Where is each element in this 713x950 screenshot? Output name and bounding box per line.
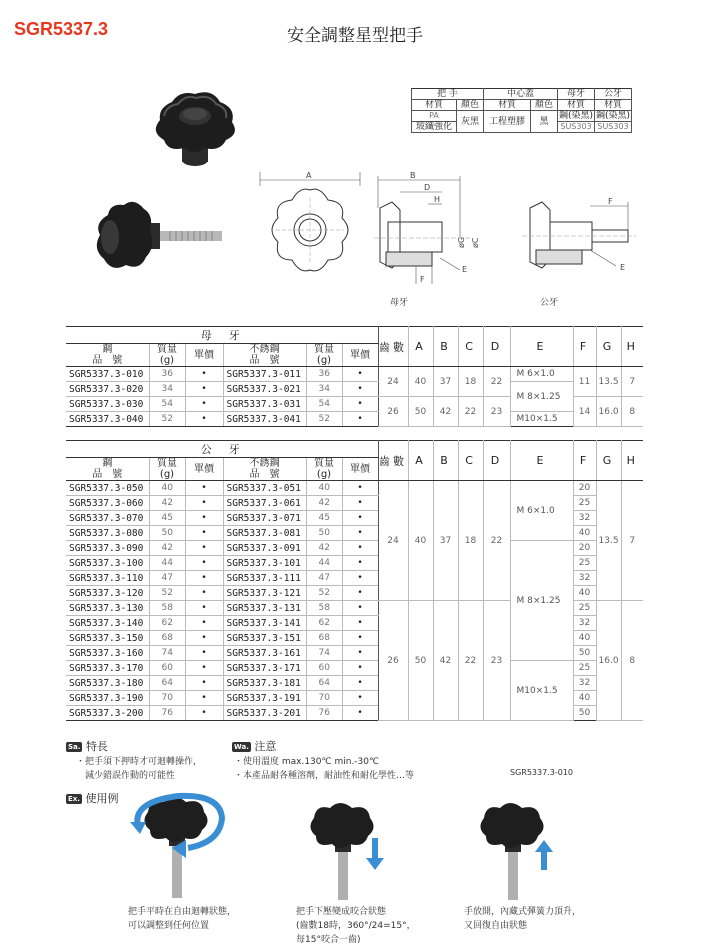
- features-text: ・把手須下押時才可迴轉操作， 減少錯誤作動的可能性: [76, 757, 203, 781]
- table-cell: 32: [573, 676, 596, 691]
- female-thread-table: [66, 326, 643, 427]
- table-row: [66, 481, 643, 496]
- text-label: 使用例: [85, 792, 119, 805]
- table-cell: •: [185, 511, 223, 526]
- hdr-d: D: [483, 441, 510, 481]
- table-cell: SGR5337.3-081: [223, 526, 306, 541]
- table-cell: SGR5337.3-171: [223, 661, 306, 676]
- table-cell: 11: [573, 367, 596, 397]
- hdr-g: G: [596, 441, 621, 481]
- hdr-teeth: 齒數: [378, 441, 408, 481]
- notes-text: ・使用溫度 max.130℃ min.-30℃ ・本產品耐各種溶劑，耐油性和耐化學性…等: [234, 757, 415, 781]
- example-heading: [66, 790, 118, 806]
- table-cell: SGR5337.3-011: [223, 367, 306, 382]
- notes-heading: [232, 738, 276, 754]
- table-cell: SGR5337.3-121: [223, 586, 306, 601]
- table-cell: 18: [458, 481, 483, 601]
- hdr-weight-2: [306, 458, 342, 481]
- table-cell: 13.5: [596, 481, 621, 601]
- table-cell: 74: [306, 646, 342, 661]
- table-cell: 34: [306, 382, 342, 397]
- table-cell: 52: [306, 412, 342, 427]
- material-table: [411, 88, 632, 133]
- table-cell: 7: [621, 481, 643, 601]
- hdr-c: C: [458, 441, 483, 481]
- table-cell: 40: [573, 691, 596, 706]
- table-cell: 50: [408, 601, 433, 721]
- table-cell: SGR5337.3-101: [223, 556, 306, 571]
- hdr-f: F: [573, 441, 596, 481]
- table-cell: •: [342, 382, 378, 397]
- table-cell: •: [342, 397, 378, 412]
- table-cell: •: [185, 412, 223, 427]
- hdr-a: A: [408, 327, 433, 367]
- table-cell: 60: [149, 661, 185, 676]
- mat-sub: 材質: [412, 100, 457, 111]
- table-cell: 13.5: [596, 367, 621, 397]
- table-cell: SGR5337.3-110: [66, 571, 149, 586]
- table-cell: 32: [573, 616, 596, 631]
- table-cell: SGR5337.3-190: [66, 691, 149, 706]
- table-cell: 18: [458, 367, 483, 397]
- dim-e-label: E: [462, 265, 468, 274]
- mat-female-2: SUS303: [558, 122, 595, 133]
- table-cell: 8: [621, 601, 643, 721]
- table-cell: SGR5337.3-191: [223, 691, 306, 706]
- table-cell: •: [185, 631, 223, 646]
- text-label: 鋼: [102, 458, 113, 469]
- example-badge: Ex.: [68, 795, 80, 803]
- dim-f-label: F: [420, 275, 425, 284]
- table-cell: 40: [573, 526, 596, 541]
- table-cell: 8: [621, 397, 643, 427]
- table-cell: 50: [408, 397, 433, 427]
- table-cell: •: [342, 601, 378, 616]
- table-cell: 45: [149, 511, 185, 526]
- table-cell: 64: [149, 676, 185, 691]
- table-cell: M10×1.5: [510, 661, 573, 721]
- hdr-price: 單價: [185, 344, 223, 367]
- caption-press: 把手下壓變成咬合狀態 (齒數18時，360°/24=15°， 每15°咬合一齒): [296, 907, 416, 945]
- table-cell: •: [342, 646, 378, 661]
- hdr-e: E: [510, 441, 573, 481]
- table-cell: 42: [149, 496, 185, 511]
- example-release-image: [478, 798, 568, 900]
- hdr-h: H: [621, 441, 643, 481]
- hdr-steel: [66, 458, 149, 481]
- table-cell: 40: [408, 481, 433, 601]
- table-row: [66, 412, 643, 427]
- features-heading: [66, 738, 108, 754]
- dim-e-male-label: E: [620, 263, 626, 272]
- table-cell: SGR5337.3-031: [223, 397, 306, 412]
- table-cell: SGR5337.3-070: [66, 511, 149, 526]
- table-row: [66, 367, 643, 382]
- table-cell: 25: [573, 496, 596, 511]
- text-label: 質量: [314, 458, 334, 469]
- table-cell: SGR5337.3-141: [223, 616, 306, 631]
- table-cell: SGR5337.3-170: [66, 661, 149, 676]
- table-cell: 62: [306, 616, 342, 631]
- product-photo-male: [90, 195, 230, 290]
- text-label: 質量: [314, 344, 334, 355]
- mat-sub: 材質: [595, 100, 632, 111]
- table-cell: M 8×1.25: [510, 382, 573, 412]
- mat-handle-material-1: PA: [412, 111, 457, 122]
- hdr-steel: [66, 344, 149, 367]
- table-cell: •: [342, 367, 378, 382]
- notes-badge: Wa.: [234, 743, 249, 751]
- table-cell: SGR5337.3-200: [66, 706, 149, 721]
- table-cell: 36: [306, 367, 342, 382]
- hdr-weight: [149, 458, 185, 481]
- table-cell: 64: [306, 676, 342, 691]
- table-cell: •: [342, 616, 378, 631]
- table-cell: 16.0: [596, 397, 621, 427]
- table-cell: 22: [483, 481, 510, 601]
- table-cell: 32: [573, 511, 596, 526]
- table-cell: 32: [573, 571, 596, 586]
- dim-g-label: øG: [457, 236, 466, 248]
- table-cell: 22: [458, 601, 483, 721]
- table-cell: 45: [306, 511, 342, 526]
- table-row: [66, 441, 643, 458]
- table-cell: 52: [149, 412, 185, 427]
- table-cell: 14: [573, 397, 596, 427]
- table-cell: 50: [573, 646, 596, 661]
- text-label: 質量: [157, 458, 177, 469]
- table-cell: 58: [149, 601, 185, 616]
- table-cell: 44: [149, 556, 185, 571]
- table-cell: •: [342, 496, 378, 511]
- photo-label: SGR5337.3-010: [510, 768, 573, 777]
- hdr-teeth: 齒數: [378, 327, 408, 367]
- table-cell: SGR5337.3-111: [223, 571, 306, 586]
- table-cell: 40: [573, 586, 596, 601]
- mat-cap-material: 工程塑膠: [484, 111, 531, 133]
- table-cell: 42: [306, 541, 342, 556]
- table-cell: SGR5337.3-160: [66, 646, 149, 661]
- table-cell: SGR5337.3-010: [66, 367, 149, 382]
- table-cell: 58: [306, 601, 342, 616]
- table-cell: •: [185, 646, 223, 661]
- model-number: SGR5337.3: [14, 19, 109, 39]
- table-row: [412, 111, 632, 122]
- dim-c-label: øC: [471, 237, 480, 248]
- table-cell: •: [185, 691, 223, 706]
- page-title: 安全調整星型把手: [287, 26, 423, 46]
- table-cell: 16.0: [596, 601, 621, 721]
- table-row: [66, 541, 643, 556]
- table-cell: 62: [149, 616, 185, 631]
- table-cell: SGR5337.3-040: [66, 412, 149, 427]
- table-cell: SGR5337.3-140: [66, 616, 149, 631]
- table-cell: 76: [149, 706, 185, 721]
- table-cell: 42: [306, 496, 342, 511]
- table-cell: SGR5337.3-130: [66, 601, 149, 616]
- table-cell: SGR5337.3-061: [223, 496, 306, 511]
- table-cell: 60: [306, 661, 342, 676]
- example-press-image: [302, 798, 392, 900]
- table-cell: SGR5337.3-120: [66, 586, 149, 601]
- hdr-f: F: [573, 327, 596, 367]
- table-cell: 68: [306, 631, 342, 646]
- hdr-price: 單價: [185, 458, 223, 481]
- table-cell: 40: [149, 481, 185, 496]
- table-cell: SGR5337.3-051: [223, 481, 306, 496]
- dim-h-label: H: [434, 195, 441, 204]
- hdr-b: B: [433, 441, 458, 481]
- text-label: 鋼: [102, 344, 113, 355]
- text-label: 質量: [157, 344, 177, 355]
- table-cell: •: [342, 586, 378, 601]
- table-row: [66, 327, 643, 344]
- mat-female-1: 鋼(染黑): [558, 111, 594, 121]
- table-cell: 40: [306, 481, 342, 496]
- mat-male-1: 鋼(染黑): [595, 111, 631, 121]
- table-cell: •: [342, 676, 378, 691]
- table-cell: 42: [149, 541, 185, 556]
- table-cell: 22: [483, 367, 510, 397]
- table-cell: 54: [306, 397, 342, 412]
- hdr-price-2: 單價: [342, 458, 378, 481]
- product-photo-female: [140, 78, 250, 188]
- hdr-stainless: [223, 344, 306, 367]
- table-cell: •: [342, 631, 378, 646]
- table-cell: 26: [378, 601, 408, 721]
- caption-rotate: 把手平時在自由迴轉狀態， 可以調整到任何位置: [128, 907, 237, 931]
- hdr-d: D: [483, 327, 510, 367]
- text-label: (g): [159, 355, 175, 366]
- table-cell: 50: [573, 706, 596, 721]
- mat-group-female: 母牙: [558, 89, 595, 100]
- table-cell: SGR5337.3-161: [223, 646, 306, 661]
- table-cell: SGR5337.3-030: [66, 397, 149, 412]
- male-section-title: 公 牙: [66, 441, 378, 458]
- table-cell: M10×1.5: [510, 412, 573, 427]
- table-cell: 23: [483, 397, 510, 427]
- table-cell: •: [185, 601, 223, 616]
- dim-f-male-label: F: [608, 197, 613, 206]
- text-label: 品 號: [249, 355, 280, 366]
- table-cell: •: [185, 397, 223, 412]
- table-cell: 40: [573, 631, 596, 646]
- mat-sub: 材質: [484, 100, 531, 111]
- text-label: (g): [316, 469, 332, 480]
- table-cell: SGR5337.3-020: [66, 382, 149, 397]
- table-cell: M 6×1.0: [510, 367, 573, 382]
- mat-group-handle: 把 手: [412, 89, 484, 100]
- table-row: [412, 89, 632, 100]
- hdr-weight: [149, 344, 185, 367]
- table-cell: 74: [149, 646, 185, 661]
- table-cell: •: [342, 511, 378, 526]
- mat-sub: 顏色: [457, 100, 484, 111]
- hdr-stainless: [223, 458, 306, 481]
- table-cell: •: [185, 706, 223, 721]
- mat-handle-color: 灰黑: [457, 111, 484, 133]
- table-cell: M 8×1.25: [510, 541, 573, 661]
- text-label: 品 號: [92, 355, 123, 366]
- text-label: 品 號: [249, 469, 280, 480]
- table-cell: 70: [306, 691, 342, 706]
- table-cell: SGR5337.3-071: [223, 511, 306, 526]
- table-cell: •: [185, 676, 223, 691]
- male-thread-table: [66, 440, 643, 721]
- text-label: 品 號: [92, 469, 123, 480]
- table-cell: 37: [433, 481, 458, 601]
- table-cell: SGR5337.3-180: [66, 676, 149, 691]
- caption-release: 手放開，內藏式彈簧力頂升， 又回復自由狀態: [464, 907, 582, 931]
- table-cell: 42: [433, 397, 458, 427]
- table-cell: 68: [149, 631, 185, 646]
- table-cell: •: [342, 481, 378, 496]
- table-cell: 47: [306, 571, 342, 586]
- table-cell: 44: [306, 556, 342, 571]
- table-cell: 70: [149, 691, 185, 706]
- table-cell: •: [342, 556, 378, 571]
- table-cell: SGR5337.3-080: [66, 526, 149, 541]
- table-cell: •: [185, 367, 223, 382]
- table-cell: •: [185, 496, 223, 511]
- table-cell: 25: [573, 601, 596, 616]
- table-cell: 25: [573, 556, 596, 571]
- table-row: [412, 100, 632, 111]
- table-cell: •: [342, 661, 378, 676]
- male-section-drawing: [520, 190, 640, 300]
- table-cell: SGR5337.3-151: [223, 631, 306, 646]
- table-cell: 7: [621, 367, 643, 397]
- table-cell: 52: [149, 586, 185, 601]
- text-label: 注意: [254, 740, 277, 753]
- table-cell: SGR5337.3-090: [66, 541, 149, 556]
- front-view-drawing: [254, 168, 366, 298]
- mat-cap-color: 黑: [531, 111, 558, 133]
- hdr-e: E: [510, 327, 573, 367]
- table-cell: 20: [573, 541, 596, 556]
- table-cell: •: [185, 556, 223, 571]
- table-cell: SGR5337.3-091: [223, 541, 306, 556]
- mat-handle-material-2: 玻纖強化: [412, 122, 457, 133]
- table-cell: SGR5337.3-201: [223, 706, 306, 721]
- dim-a-label: A: [306, 171, 312, 180]
- table-cell: 50: [149, 526, 185, 541]
- female-section-title: 母 牙: [66, 327, 378, 344]
- table-cell: 50: [306, 526, 342, 541]
- hdr-g: G: [596, 327, 621, 367]
- mat-sub: 顏色: [531, 100, 558, 111]
- table-cell: 54: [149, 397, 185, 412]
- text-label: (g): [159, 469, 175, 480]
- male-label: 公牙: [540, 298, 559, 308]
- table-cell: 47: [149, 571, 185, 586]
- hdr-b: B: [433, 327, 458, 367]
- table-cell: •: [342, 412, 378, 427]
- hdr-c: C: [458, 327, 483, 367]
- mat-sub: 材質: [558, 100, 595, 111]
- table-cell: •: [342, 571, 378, 586]
- table-cell: •: [185, 382, 223, 397]
- table-cell: •: [185, 661, 223, 676]
- hdr-h: H: [621, 327, 643, 367]
- dim-b-label: B: [410, 171, 416, 180]
- table-cell: SGR5337.3-050: [66, 481, 149, 496]
- table-cell: •: [185, 616, 223, 631]
- table-cell: SGR5337.3-100: [66, 556, 149, 571]
- text-label: 不銹鋼: [249, 458, 280, 469]
- table-cell: 36: [149, 367, 185, 382]
- female-section-drawing: [370, 168, 510, 308]
- table-cell: •: [342, 706, 378, 721]
- features-badge: Sa.: [68, 743, 81, 751]
- table-cell: SGR5337.3-021: [223, 382, 306, 397]
- female-label: 母牙: [390, 298, 409, 308]
- table-cell: •: [185, 526, 223, 541]
- table-row: [66, 382, 643, 397]
- table-cell: 52: [306, 586, 342, 601]
- table-cell: SGR5337.3-181: [223, 676, 306, 691]
- dim-d-label: D: [424, 183, 431, 192]
- table-cell: 34: [149, 382, 185, 397]
- table-cell: SGR5337.3-131: [223, 601, 306, 616]
- table-cell: SGR5337.3-041: [223, 412, 306, 427]
- text-label: 特長: [85, 740, 108, 753]
- table-cell: 42: [433, 601, 458, 721]
- table-cell: M 6×1.0: [510, 481, 573, 541]
- text-label: (g): [316, 355, 332, 366]
- table-cell: •: [342, 541, 378, 556]
- example-rotate-image: [128, 782, 238, 900]
- table-cell: 26: [378, 397, 408, 427]
- table-cell: •: [185, 541, 223, 556]
- table-cell: •: [185, 571, 223, 586]
- table-cell: •: [185, 586, 223, 601]
- hdr-price-2: 單價: [342, 344, 378, 367]
- text-label: 不銹鋼: [249, 344, 280, 355]
- hdr-weight-2: [306, 344, 342, 367]
- table-cell: 23: [483, 601, 510, 721]
- table-cell: 22: [458, 397, 483, 427]
- mat-group-cap: 中心蓋: [484, 89, 558, 100]
- table-cell: 40: [408, 367, 433, 397]
- table-cell: 20: [573, 481, 596, 496]
- table-cell: •: [185, 481, 223, 496]
- table-row: [66, 661, 643, 676]
- hdr-a: A: [408, 441, 433, 481]
- table-cell: 25: [573, 661, 596, 676]
- table-cell: 24: [378, 367, 408, 397]
- table-cell: 37: [433, 367, 458, 397]
- table-cell: SGR5337.3-150: [66, 631, 149, 646]
- table-cell: 24: [378, 481, 408, 601]
- mat-group-male: 公牙: [595, 89, 632, 100]
- table-cell: •: [342, 526, 378, 541]
- table-cell: •: [342, 691, 378, 706]
- table-cell: SGR5337.3-060: [66, 496, 149, 511]
- table-cell: 76: [306, 706, 342, 721]
- mat-male-2: SUS303: [595, 122, 632, 133]
